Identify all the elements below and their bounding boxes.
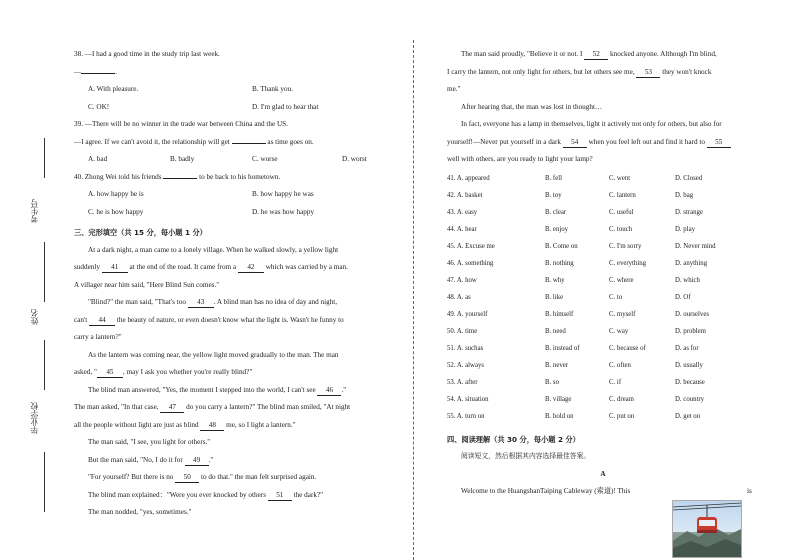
option-d[interactable]: D. because xyxy=(675,378,705,386)
option-c[interactable]: C. where xyxy=(609,276,634,284)
option-a[interactable]: 49. A. yourself xyxy=(447,310,488,318)
q40-options-row2 xyxy=(74,204,374,222)
blank-46[interactable]: 46 xyxy=(317,385,341,396)
strip-line xyxy=(44,340,45,390)
q40-options-row1 xyxy=(74,186,374,204)
option-row-41 xyxy=(447,170,759,187)
cableway-photo xyxy=(672,500,742,558)
passage-line: well with others, are you ready to light your lamp? xyxy=(447,155,593,163)
section4-instructions: 阅读短文，然后根据其内容选择最佳答案。 xyxy=(461,452,591,460)
passage-line: me." xyxy=(447,85,461,93)
blank-49[interactable]: 49 xyxy=(185,455,209,466)
q38-option-b[interactable]: B. Thank you. xyxy=(252,85,293,93)
option-row-44 xyxy=(447,221,759,238)
q39-option-b[interactable]: B. badly xyxy=(170,155,195,163)
option-c[interactable]: C. to xyxy=(609,293,623,301)
option-c[interactable]: C. I'm sorry xyxy=(609,242,642,250)
strip-line xyxy=(44,138,45,178)
q39-line2: —I agree. If we can't avoid it, the relationship will get as time goes on. xyxy=(74,137,314,146)
option-b[interactable]: B. need xyxy=(545,327,566,335)
q38-stem: 38. —I had a good time in the study trip last week. xyxy=(74,50,220,58)
option-d[interactable]: D. as for xyxy=(675,344,699,352)
passage-line: The man said, "I see, you light for others." xyxy=(88,438,211,446)
option-d[interactable]: D. country xyxy=(675,395,705,403)
option-row-54 xyxy=(447,391,759,408)
answer-blank[interactable] xyxy=(81,73,115,74)
option-d[interactable]: D. strange xyxy=(675,208,703,216)
option-b[interactable]: B. so xyxy=(545,378,559,386)
blank-50[interactable]: 50 xyxy=(175,472,199,483)
option-c[interactable]: C. put on xyxy=(609,412,635,420)
name-label: 姓名 xyxy=(30,309,39,325)
blank-44[interactable]: 44 xyxy=(89,315,115,326)
answer-blank[interactable] xyxy=(232,143,266,144)
passage-line: The man asked, "In that case, 47 do you carry a lantern?" The blind man smiled, "At night xyxy=(74,403,351,411)
q39-stem: 39. —There will be no winner in the trade war between China and the US. xyxy=(74,120,288,128)
option-d[interactable]: D. get on xyxy=(675,412,701,420)
option-row-52 xyxy=(447,357,759,374)
blank-41[interactable]: 41 xyxy=(102,262,128,273)
option-d[interactable]: D. bag xyxy=(675,191,694,199)
option-a[interactable]: 48. A. as xyxy=(447,293,471,301)
blank-51[interactable]: 51 xyxy=(268,490,292,501)
option-b[interactable]: B. hold on xyxy=(545,412,574,420)
passage-line: "For yourself? But there is no 50 to do that." the man felt surprised again. xyxy=(88,473,317,481)
option-d[interactable]: D. ourselves xyxy=(675,310,709,318)
option-a[interactable]: 54. A. situation xyxy=(447,395,489,403)
q38-options-row1 xyxy=(74,81,374,99)
option-d[interactable]: D. Never mind xyxy=(675,242,716,250)
option-b[interactable]: B. fell xyxy=(545,174,562,182)
passage-line: I carry the lantern, not only light for others, but let others see me, 53 they won't knock xyxy=(447,67,712,76)
blank-53[interactable]: 53 xyxy=(636,67,660,78)
q40-stem: 40. Zhong Wei told his friends to be back to his hometown. xyxy=(74,172,281,181)
q39-option-c[interactable]: C. worse xyxy=(252,155,278,163)
option-d[interactable]: D. problem xyxy=(675,327,706,335)
option-row-50 xyxy=(447,323,759,340)
option-row-45 xyxy=(447,238,759,255)
q39-option-d[interactable]: D. worst xyxy=(342,155,367,163)
option-row-43 xyxy=(447,204,759,221)
option-a[interactable]: 46. A. something xyxy=(447,259,494,267)
blank-54[interactable]: 54 xyxy=(563,137,587,148)
option-row-47 xyxy=(447,272,759,289)
section3-title: 三、完形填空（共 15 分，每小题 1 分） xyxy=(74,228,207,237)
passage-line: suddenly 41 at the end of the road. It came from a 42 which was carried by a man. xyxy=(74,263,348,271)
option-a[interactable]: 44. A. hear xyxy=(447,225,477,233)
option-b[interactable]: B. village xyxy=(545,395,572,403)
option-b[interactable]: B. instead of xyxy=(545,344,580,352)
option-c[interactable]: C. went xyxy=(609,174,631,182)
option-row-48 xyxy=(447,289,759,306)
q40-option-b[interactable]: B. how happy he was xyxy=(252,190,314,198)
passage-line: A villager near him said, "Here Blind Sun comes." xyxy=(74,280,220,289)
option-d[interactable]: D. which xyxy=(675,276,700,284)
option-c[interactable]: C. because of xyxy=(609,344,646,352)
passage-line: "Blind?" the man said, "That's too 43 . A blind man has no idea of day and night, xyxy=(88,298,338,306)
candidate-number-label: 考生号 xyxy=(30,199,39,223)
option-b[interactable]: B. himself xyxy=(545,310,574,318)
q38-reply: — . xyxy=(74,67,117,76)
option-b[interactable]: B. nothing xyxy=(545,259,574,267)
cloze-options-table xyxy=(447,170,759,425)
option-row-46 xyxy=(447,255,759,272)
q40-option-c[interactable]: C. he is how happy xyxy=(88,207,144,216)
strip-line xyxy=(44,242,45,302)
passage-line: all the people without light are just as blind 48 me, so I light a lantern." xyxy=(74,420,296,429)
option-a[interactable]: 47. A. how xyxy=(447,276,477,284)
option-row-49 xyxy=(447,306,759,323)
option-b[interactable]: B. why xyxy=(545,276,565,284)
option-d[interactable]: D. Of xyxy=(675,293,691,301)
q38-option-a[interactable]: A. With pleasure. xyxy=(88,85,139,93)
option-row-53 xyxy=(447,374,759,391)
option-d[interactable]: D. Closed xyxy=(675,174,703,182)
option-c[interactable]: C. everything xyxy=(609,259,646,267)
option-a[interactable]: 43. A. easy xyxy=(447,208,478,216)
passage-line: The man said proudly, "Believe it or not. I 52 knocked anyone. Although I'm blind, xyxy=(461,50,717,58)
passage-line: The blind man answered, "Yes, the moment I stepped into the world, I can't see 46 ." xyxy=(88,385,347,394)
passage-line: carry a lantern?" xyxy=(74,333,122,341)
passage-line: In fact, everyone has a lamp in themselves, light it actively not only for others, but also for xyxy=(461,120,722,128)
option-row-42 xyxy=(447,187,759,204)
right-column xyxy=(447,46,759,501)
school-label: 毕业学校 xyxy=(30,402,39,434)
option-d[interactable]: D. usually xyxy=(675,361,703,369)
option-a[interactable]: 45. A. Excuse me xyxy=(447,242,495,250)
option-c[interactable]: C. often xyxy=(609,361,631,369)
blank-42[interactable]: 42 xyxy=(238,262,264,273)
option-a[interactable]: 51. A. suchas xyxy=(447,344,484,352)
passage-line: asked, " 45 , may I ask you whether you're really blind?" xyxy=(74,368,253,376)
option-a[interactable]: 53. A. after xyxy=(447,378,478,386)
passage-letter: A xyxy=(600,469,606,478)
option-c[interactable]: C. lantern xyxy=(609,191,636,199)
left-column xyxy=(74,46,374,522)
strip-line xyxy=(44,452,45,512)
passage-line: The blind man explained："Were you ever knocked by others 51 the dark?" xyxy=(88,490,324,499)
blank-52[interactable]: 52 xyxy=(584,49,608,60)
blank-48[interactable]: 48 xyxy=(200,420,224,431)
q39-option-a[interactable]: A. bad xyxy=(88,155,108,163)
option-c[interactable]: C. touch xyxy=(609,225,633,233)
passage-line: At a dark night, a man came to a lonely village. When he walked slowly, a yellow light xyxy=(88,245,339,254)
passage-line: The man nodded, "yes, sometimes." xyxy=(88,508,192,516)
option-b[interactable]: B. toy xyxy=(545,191,562,199)
option-c[interactable]: C. useful xyxy=(609,208,634,216)
option-a[interactable]: 50. A. time xyxy=(447,327,478,335)
option-b[interactable]: B. never xyxy=(545,361,569,369)
section4-title: 四、阅读理解（共 30 分，每小题 2 分） xyxy=(447,434,580,444)
blank-45[interactable]: 45 xyxy=(97,367,123,378)
option-b[interactable]: B. enjoy xyxy=(545,225,569,233)
passage-line: After hearing that, the man was lost in thought… xyxy=(461,102,603,111)
blank-55[interactable]: 55 xyxy=(707,137,731,148)
option-b[interactable]: B. like xyxy=(545,293,564,301)
option-c[interactable]: C. if xyxy=(609,378,622,386)
q38-option-d[interactable]: D. I'm glad to hear that xyxy=(252,102,319,111)
answer-blank[interactable] xyxy=(163,178,197,179)
option-row-55 xyxy=(447,408,759,425)
option-c[interactable]: C. myself xyxy=(609,310,636,318)
passage-line: Welcome to the HuangshanTaiping Cableway (索道)! This is xyxy=(461,487,752,495)
binding-strip xyxy=(0,0,70,560)
option-b[interactable]: B. clear xyxy=(545,208,567,216)
q38-options-row2 xyxy=(74,99,374,117)
option-a[interactable]: 55. A. turn on xyxy=(447,412,485,420)
passage-line: can't 44 the beauty of nature, or even doesn't know what the light is. Wasn't he funny to xyxy=(74,315,344,324)
option-d[interactable]: D. anything xyxy=(675,259,708,267)
passage-line: As the lantern was coming near, the yellow light moved gradually to the man. The man xyxy=(88,350,339,359)
option-row-51 xyxy=(447,340,759,357)
option-a[interactable]: 42. A. basket xyxy=(447,191,483,199)
option-b[interactable]: B. Come on xyxy=(545,242,578,250)
option-c[interactable]: C. dream xyxy=(609,395,634,403)
q38-option-c[interactable]: C. OK! xyxy=(88,102,110,111)
blank-47[interactable]: 47 xyxy=(160,402,184,413)
q39-options xyxy=(74,151,374,169)
column-divider xyxy=(413,40,414,560)
option-a[interactable]: 52. A. always xyxy=(447,361,485,369)
blank-43[interactable]: 43 xyxy=(188,297,214,308)
q40-option-d[interactable]: D. he was how happy xyxy=(252,207,315,216)
cable-car-icon xyxy=(673,501,741,557)
passage-line: But the man said, "No, I do it for 49 ." xyxy=(88,455,214,464)
option-d[interactable]: D. play xyxy=(675,225,696,233)
option-c[interactable]: C. way xyxy=(609,327,629,335)
passage-line: yourself!—Never put yourself in a dark 54 when you feel left out and find it hard to 55 xyxy=(447,134,759,152)
q40-option-a[interactable]: A. how happy he is xyxy=(88,190,144,198)
option-a[interactable]: 41. A. appeared xyxy=(447,174,490,182)
